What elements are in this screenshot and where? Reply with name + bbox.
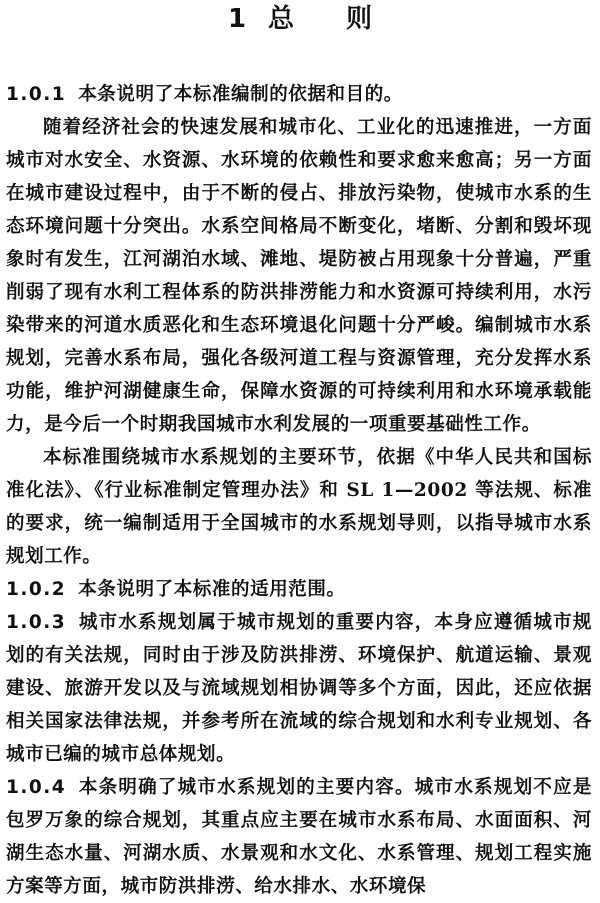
clause-summary: 本条说明了本标准的适用范围。 [78,579,346,600]
clause-summary: 本条说明了本标准编制的依据和目的。 [78,84,403,105]
document-body [6,78,592,903]
clause-1-0-2 [6,573,592,606]
chapter-title [0,4,600,34]
chapter-title-part2: 则 [346,4,373,34]
chapter-number: 1 [227,4,247,34]
clause-number: 1.0.4 [6,777,67,798]
chapter-title-part1: 总 [268,4,295,34]
clause-1-0-3 [6,606,592,771]
clause-summary: 本条明确了城市水系规划的主要内容。城市水系规划不应是包罗万象的综合规划，其重点应主要在城市水系布局、水面面积、河湖生态水量、河湖水质、水景观和水文化、水系管理、规划工程实施方案等方面，城市防洪排涝、给水排水、水环境保 [6,777,592,897]
clause-number: 1.0.1 [6,84,67,105]
clause-1-0-4 [6,771,592,903]
clause-number: 1.0.2 [6,579,67,600]
clause-summary: 城市水系规划属于城市规划的重要内容，本身应遵循城市规划的有关法规，同时由于涉及防洪排涝、环境保护、航道运输、景观建设、旅游开发以及与流域规划相协调等多个方面，因此，还应依据相关国家法律法规，并参考所在流域的综合规划和水利专业规划、各城市已编的城市总体规划。 [6,612,592,765]
clause-number: 1.0.3 [6,612,67,633]
clause-1-0-1 [6,78,592,111]
paragraph: 随着经济社会的快速发展和城市化、工业化的迅速推进，一方面城市对水安全、水资源、水环境的依赖性和要求愈来愈高；另一方面在城市建设过程中，由于不断的侵占、排放污染物，使城市水系的生态环境问题十分突出。水系空间格局不断变化，堵断、分割和毁坏现象时有发生，江河湖泊水域、滩地、堤防被占用现象十分普遍，严重削弱了现有水利工程体系的防洪排涝能力和水资源可持续利用，水污染带来的河道水质恶化和生态环境退化问题十分严峻。编制城市水系规划，完善水系布局，强化各级河道工程与资源管理，充分发挥水系功能，维护河湖健康生命，保障水资源的可持续利用和水环境承载能力，是今后一个时期我国城市水利发展的一项重要基础性工作。 [6,117,592,435]
paragraph: 本标准围绕城市水系规划的主要环节，依据《中华人民共和国标准化法》、《行业标准制定管理办法》和 SL 1—2002 等法规、标准的要求，统一编制适用于全国城市的水系规划导则，以指导城市水系规划工作。 [6,447,592,567]
